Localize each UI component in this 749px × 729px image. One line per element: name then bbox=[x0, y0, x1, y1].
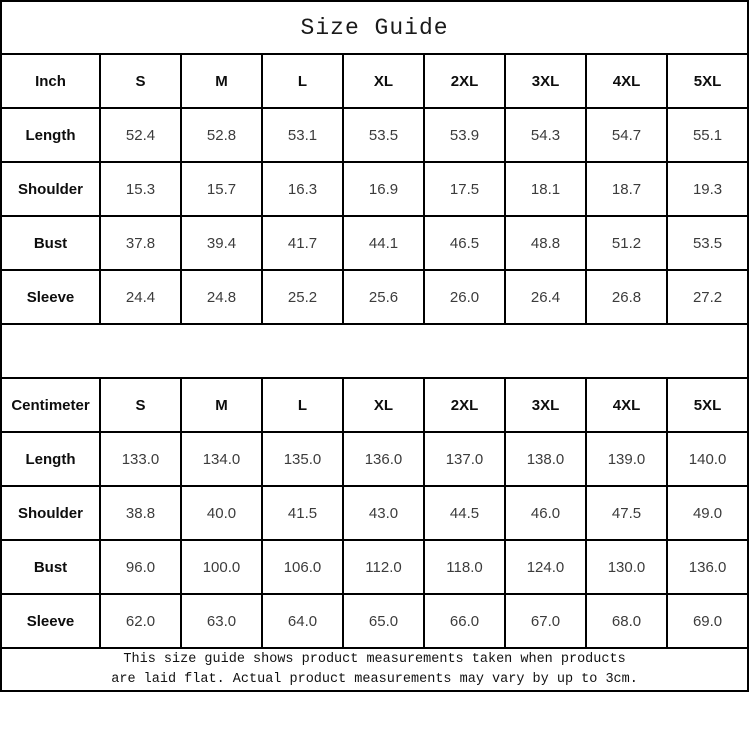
value-cell: 68.0 bbox=[586, 594, 667, 648]
value-cell: 100.0 bbox=[181, 540, 262, 594]
inch-header-row bbox=[1, 54, 748, 108]
value-cell: 51.2 bbox=[586, 216, 667, 270]
value-cell: 27.2 bbox=[667, 270, 748, 324]
cm-shoulder-row bbox=[1, 486, 748, 540]
value-cell: 16.3 bbox=[262, 162, 343, 216]
footer-note-line2: are laid flat. Actual product measurements may vary by up to 3cm. bbox=[111, 671, 638, 687]
value-cell: 53.5 bbox=[667, 216, 748, 270]
value-cell: 136.0 bbox=[667, 540, 748, 594]
value-cell: 48.8 bbox=[505, 216, 586, 270]
size-header-cell: 2XL bbox=[424, 54, 505, 108]
row-label-cell: Length bbox=[1, 432, 100, 486]
value-cell: 53.1 bbox=[262, 108, 343, 162]
size-header-cell: 4XL bbox=[586, 378, 667, 432]
value-cell: 46.0 bbox=[505, 486, 586, 540]
row-label-cell: Bust bbox=[1, 540, 100, 594]
size-header-cell: 2XL bbox=[424, 378, 505, 432]
size-header-cell: L bbox=[262, 378, 343, 432]
cm-header-row bbox=[1, 378, 748, 432]
value-cell: 26.4 bbox=[505, 270, 586, 324]
value-cell: 24.8 bbox=[181, 270, 262, 324]
size-header-cell: XL bbox=[343, 378, 424, 432]
value-cell: 64.0 bbox=[262, 594, 343, 648]
cm-bust-row bbox=[1, 540, 748, 594]
value-cell: 41.5 bbox=[262, 486, 343, 540]
value-cell: 67.0 bbox=[505, 594, 586, 648]
row-label-cell: Sleeve bbox=[1, 270, 100, 324]
value-cell: 130.0 bbox=[586, 540, 667, 594]
value-cell: 38.8 bbox=[100, 486, 181, 540]
value-cell: 17.5 bbox=[424, 162, 505, 216]
value-cell: 19.3 bbox=[667, 162, 748, 216]
value-cell: 52.4 bbox=[100, 108, 181, 162]
row-label-cell: Bust bbox=[1, 216, 100, 270]
row-label-cell: Length bbox=[1, 108, 100, 162]
inch-bust-row bbox=[1, 216, 748, 270]
value-cell: 69.0 bbox=[667, 594, 748, 648]
value-cell: 43.0 bbox=[343, 486, 424, 540]
value-cell: 96.0 bbox=[100, 540, 181, 594]
cm-length-row bbox=[1, 432, 748, 486]
value-cell: 54.3 bbox=[505, 108, 586, 162]
value-cell: 44.1 bbox=[343, 216, 424, 270]
value-cell: 66.0 bbox=[424, 594, 505, 648]
value-cell: 46.5 bbox=[424, 216, 505, 270]
inch-shoulder-row bbox=[1, 162, 748, 216]
value-cell: 138.0 bbox=[505, 432, 586, 486]
value-cell: 62.0 bbox=[100, 594, 181, 648]
size-header-cell: 3XL bbox=[505, 54, 586, 108]
inch-length-row bbox=[1, 108, 748, 162]
value-cell: 136.0 bbox=[343, 432, 424, 486]
value-cell: 44.5 bbox=[424, 486, 505, 540]
size-header-cell: 4XL bbox=[586, 54, 667, 108]
value-cell: 41.7 bbox=[262, 216, 343, 270]
value-cell: 53.5 bbox=[343, 108, 424, 162]
cm-unit-header-cell: Centimeter bbox=[1, 378, 100, 432]
footer-note-line1: This size guide shows product measurements taken when products bbox=[123, 651, 626, 667]
value-cell: 49.0 bbox=[667, 486, 748, 540]
value-cell: 16.9 bbox=[343, 162, 424, 216]
value-cell: 65.0 bbox=[343, 594, 424, 648]
value-cell: 37.8 bbox=[100, 216, 181, 270]
value-cell: 15.7 bbox=[181, 162, 262, 216]
value-cell: 25.6 bbox=[343, 270, 424, 324]
inch-sleeve-row bbox=[1, 270, 748, 324]
value-cell: 139.0 bbox=[586, 432, 667, 486]
row-label-cell: Sleeve bbox=[1, 594, 100, 648]
value-cell: 24.4 bbox=[100, 270, 181, 324]
size-header-cell: 5XL bbox=[667, 378, 748, 432]
value-cell: 140.0 bbox=[667, 432, 748, 486]
value-cell: 52.8 bbox=[181, 108, 262, 162]
value-cell: 137.0 bbox=[424, 432, 505, 486]
value-cell: 26.0 bbox=[424, 270, 505, 324]
value-cell: 63.0 bbox=[181, 594, 262, 648]
inch-unit-header-cell: Inch bbox=[1, 54, 100, 108]
size-header-cell: 3XL bbox=[505, 378, 586, 432]
value-cell: 18.1 bbox=[505, 162, 586, 216]
page-title: Size Guide bbox=[1, 1, 748, 54]
value-cell: 55.1 bbox=[667, 108, 748, 162]
value-cell: 112.0 bbox=[343, 540, 424, 594]
size-header-cell: M bbox=[181, 54, 262, 108]
value-cell: 40.0 bbox=[181, 486, 262, 540]
spacer-row bbox=[1, 324, 748, 378]
footer-note bbox=[1, 648, 748, 691]
size-header-cell: 5XL bbox=[667, 54, 748, 108]
cm-sleeve-row bbox=[1, 594, 748, 648]
row-label-cell: Shoulder bbox=[1, 162, 100, 216]
row-label-cell: Shoulder bbox=[1, 486, 100, 540]
size-header-cell: S bbox=[100, 378, 181, 432]
value-cell: 25.2 bbox=[262, 270, 343, 324]
size-header-cell: L bbox=[262, 54, 343, 108]
value-cell: 47.5 bbox=[586, 486, 667, 540]
value-cell: 118.0 bbox=[424, 540, 505, 594]
size-header-cell: S bbox=[100, 54, 181, 108]
value-cell: 39.4 bbox=[181, 216, 262, 270]
value-cell: 134.0 bbox=[181, 432, 262, 486]
value-cell: 133.0 bbox=[100, 432, 181, 486]
value-cell: 106.0 bbox=[262, 540, 343, 594]
value-cell: 124.0 bbox=[505, 540, 586, 594]
size-header-cell: XL bbox=[343, 54, 424, 108]
value-cell: 15.3 bbox=[100, 162, 181, 216]
value-cell: 53.9 bbox=[424, 108, 505, 162]
value-cell: 135.0 bbox=[262, 432, 343, 486]
value-cell: 18.7 bbox=[586, 162, 667, 216]
value-cell: 54.7 bbox=[586, 108, 667, 162]
value-cell: 26.8 bbox=[586, 270, 667, 324]
size-header-cell: M bbox=[181, 378, 262, 432]
